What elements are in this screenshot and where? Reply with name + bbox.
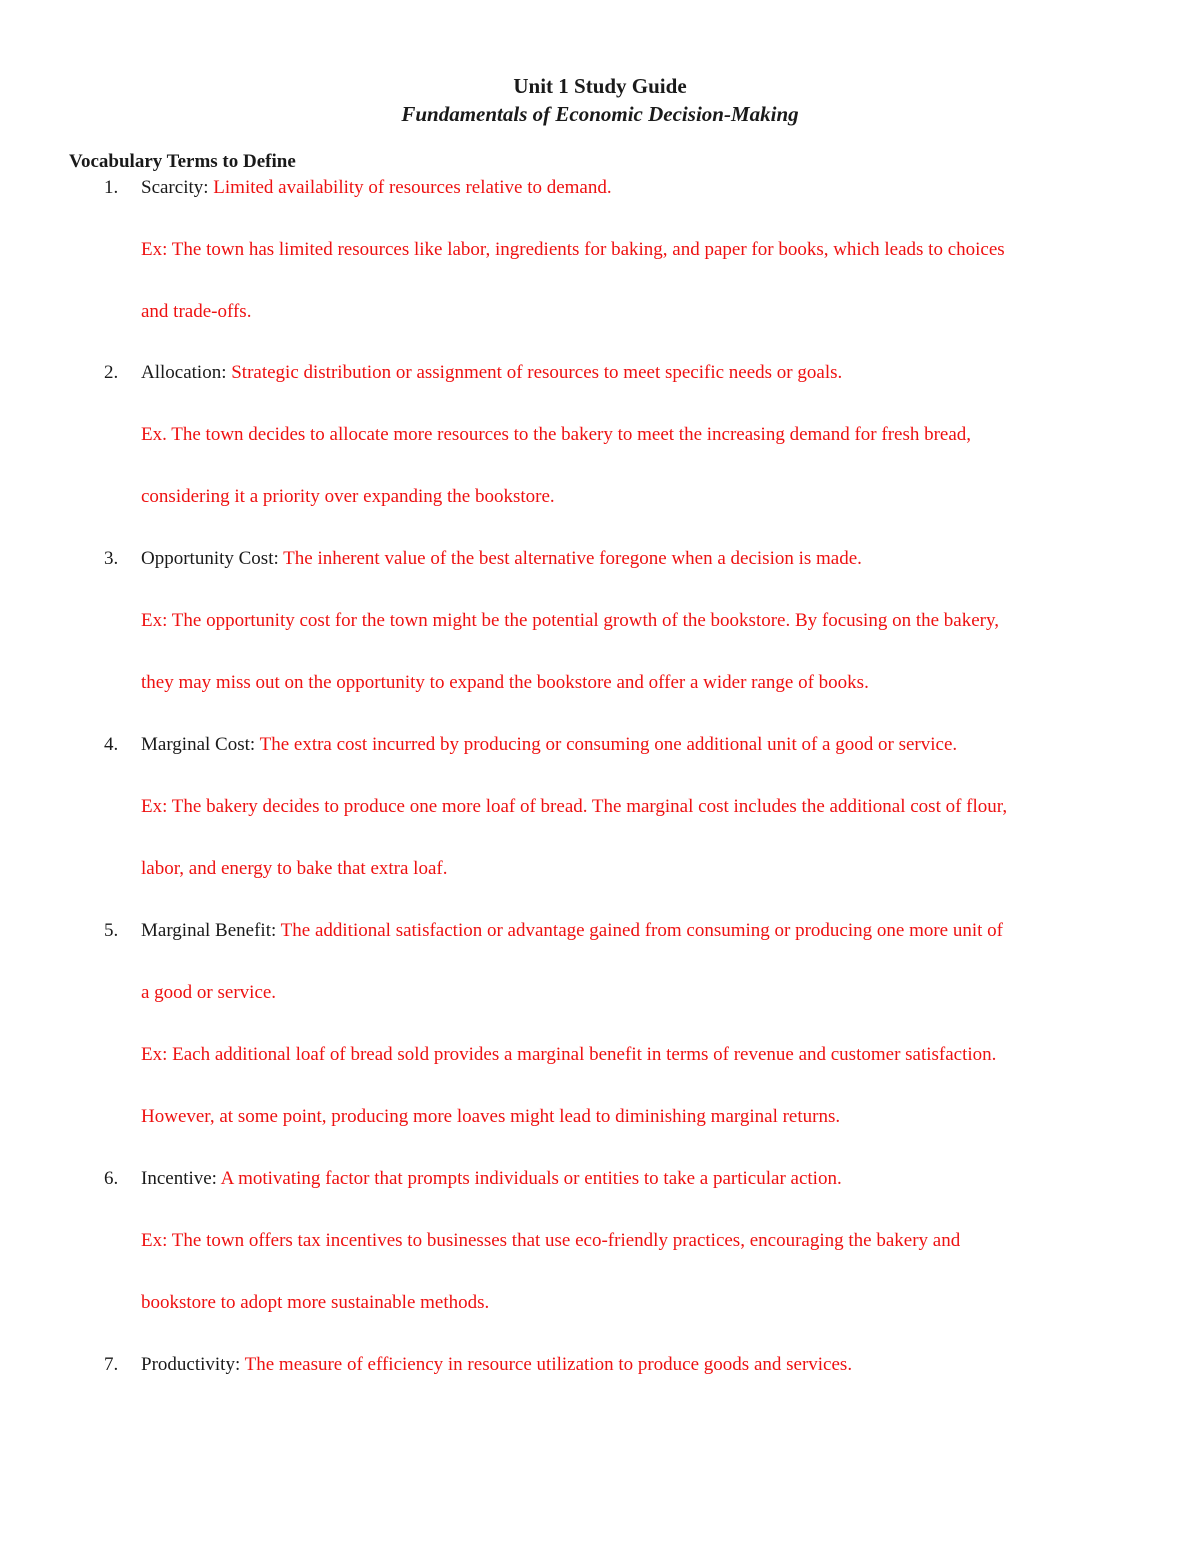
- document-title: Unit 1 Study Guide: [513, 74, 687, 98]
- item-example-line: Ex. The town decides to allocate more resources to the bakery to meet the increasing demand for fresh bread,: [141, 424, 972, 445]
- item-term-line: [141, 547, 862, 571]
- item-example-line: Ex: The town offers tax incentives to businesses that use eco-friendly practices, encouraging the bakery and: [141, 1230, 961, 1251]
- item-example-line: Ex: The bakery decides to produce one more loaf of bread. The marginal cost includes the additional cost of flour,: [141, 796, 1008, 817]
- item-term: Productivity:: [141, 1354, 241, 1375]
- item-example-line: considering it a priority over expanding the bookstore.: [141, 486, 555, 507]
- item-definition: Strategic distribution or assignment of resources to meet specific needs or goals.: [226, 362, 843, 383]
- document-subtitle: Fundamentals of Economic Decision-Making: [401, 102, 799, 126]
- item-term: Marginal Benefit:: [141, 920, 277, 941]
- title-block: [0, 72, 1200, 128]
- item-term-line: [141, 176, 612, 200]
- item-definition: The extra cost incurred by producing or consuming one additional unit of a good or service.: [255, 734, 958, 755]
- item-example-line: Ex: The town has limited resources like labor, ingredients for baking, and paper for books, which leads to choices: [141, 239, 1005, 260]
- item-definition: The inherent value of the best alternative foregone when a decision is made.: [278, 548, 862, 569]
- item-definition: A motivating factor that prompts individuals or entities to take a particular action.: [216, 1168, 842, 1189]
- item-term: Marginal Cost:: [141, 734, 256, 755]
- item-term: Incentive:: [141, 1168, 217, 1189]
- item-number: 3.: [104, 548, 119, 569]
- item-example-line: However, at some point, producing more loaves might lead to diminishing marginal returns.: [141, 1106, 841, 1127]
- item-term-line: [141, 361, 842, 385]
- item-example-line: and trade-offs.: [141, 301, 252, 322]
- item-definition-continued: a good or service.: [141, 982, 277, 1003]
- item-term-line: [141, 1353, 852, 1377]
- item-number: 5.: [104, 920, 119, 941]
- item-definition: The measure of efficiency in resource utilization to produce goods and services.: [240, 1354, 853, 1375]
- item-example-line: bookstore to adopt more sustainable methods.: [141, 1292, 490, 1313]
- item-example-line: labor, and energy to bake that extra loaf.: [141, 858, 448, 879]
- item-number: 1.: [104, 177, 119, 198]
- item-term-line: [141, 733, 957, 757]
- item-number: 2.: [104, 362, 119, 383]
- item-term: Opportunity Cost:: [141, 548, 279, 569]
- item-term: Allocation:: [141, 362, 227, 383]
- item-term-line: [141, 919, 1003, 943]
- item-example-line: Ex: Each additional loaf of bread sold provides a marginal benefit in terms of revenue and customer satisfaction.: [141, 1044, 997, 1065]
- item-example-line: they may miss out on the opportunity to expand the bookstore and offer a wider range of books.: [141, 672, 869, 693]
- item-term-line: [141, 1167, 842, 1191]
- section-heading: Vocabulary Terms to Define: [69, 151, 296, 172]
- item-example-line: Ex: The opportunity cost for the town might be the potential growth of the bookstore. By focusing on the bakery,: [141, 610, 1000, 631]
- item-number: 7.: [104, 1354, 119, 1375]
- item-definition: Limited availability of resources relative to demand.: [208, 177, 612, 198]
- item-definition: The additional satisfaction or advantage gained from consuming or producing one more unit of: [276, 920, 1003, 941]
- item-term: Scarcity:: [141, 177, 209, 198]
- item-number: 4.: [104, 734, 119, 755]
- item-number: 6.: [104, 1168, 119, 1189]
